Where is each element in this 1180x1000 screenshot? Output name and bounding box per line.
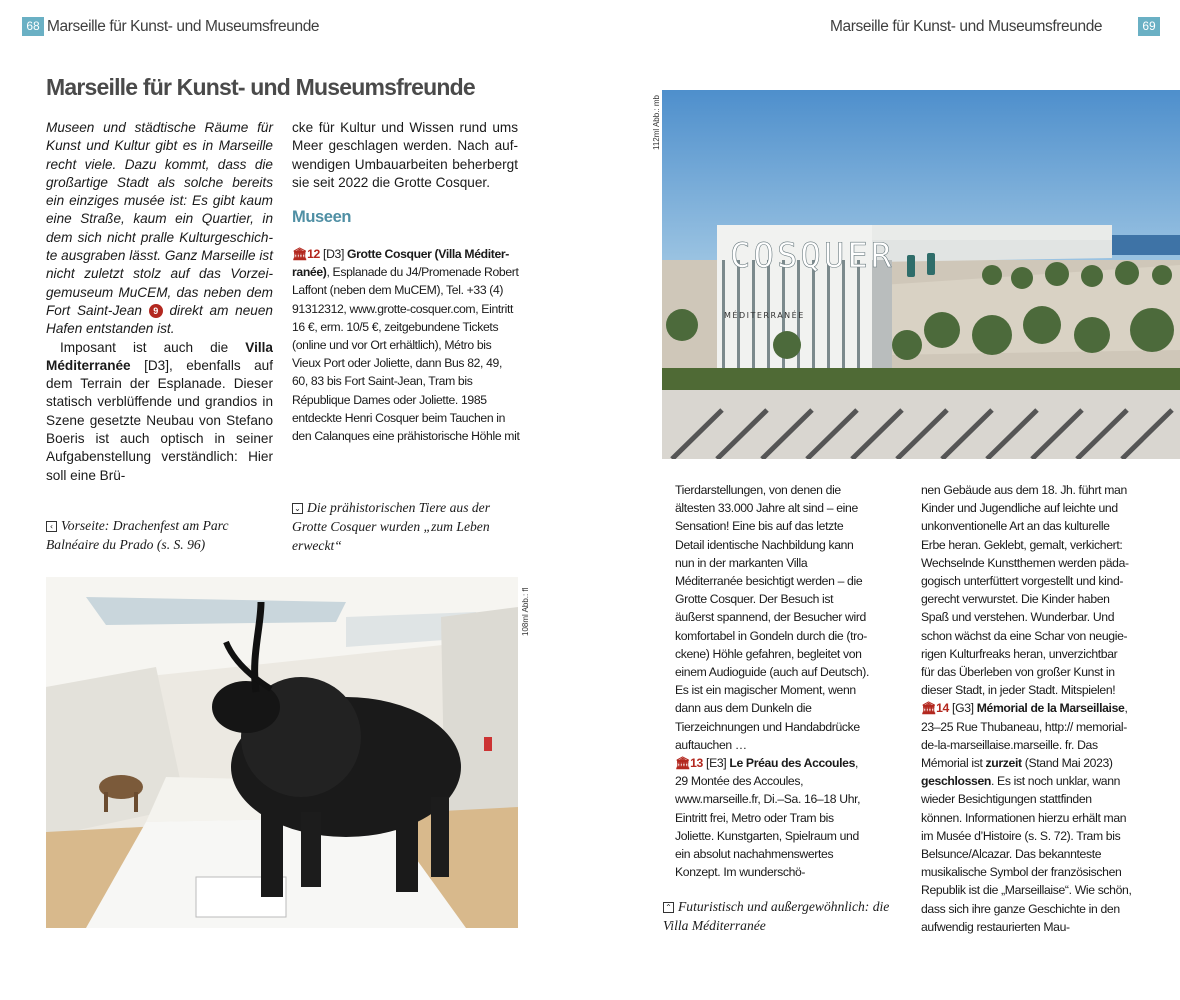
map-marker-icon: 9	[149, 304, 163, 318]
museum-icon: 🏛	[921, 701, 937, 716]
entry-12: 🏛12 [D3] Grotte Cosquer (Villa Méditerranée), Esplanade du J4/Promenade Robert Laffont (neben dem MuCEM), Tel. +33 (4) 91312312, www.grotte-cosquer.com, Eintritt 16 €, erm. 10/5 €, zeitgebundene Tickets (online und vor Ort erhältlich), Métro bis Vieux Port oder Joliette, dann Bus 82, 49, 60, 83 bis Fort Saint-Jean, Tram bis République Dames oder Joliette. 1985 entdeckte Henri Cosquer beim Tauchen in den Calanques eine prähistorische Höhle mit	[292, 247, 520, 444]
photo-credit-left: 108ml Abb.: fl	[521, 587, 530, 636]
right-column-1	[675, 481, 870, 881]
caption-villa: ⌃ Futuristisch und außergewöhnlich: die Villa Méditerranée	[663, 899, 890, 933]
intro-column-1	[46, 119, 273, 485]
running-head-right: Marseille für Kunst- und Museumsfreunde	[830, 18, 1103, 35]
arrow-down-icon: ⌄	[292, 503, 303, 514]
villa-paragraph: Imposant ist auch die Villa Méditerranée [D3], ebenfalls auf dem Terrain der Esplanade. Dieser statisch verblüffende und grandios in Szene gesetzte Neubau von Stefano Boeris ist auch optisch in seiner Aufgabenstellung verständlich: Hier soll eine Brü-	[46, 339, 273, 483]
sign-cosquer: COSQUER	[730, 236, 895, 276]
intro-column-2	[292, 119, 518, 192]
entry-14: 🏛14 [G3] Mémorial de la Marseillaise, 23–25 Rue Thubaneau, http:// memorial-de-la-marseillaise.marseille. fr. Das Mémorial ist zurzeit (Stand Mai 2023) geschlossen. Es ist noch unklar, wann wieder Besichtigungen stattfinden können. Informationen hierzu erhält man im Musée d’Histoire (s. S. 72). Tram bis Belsunce/Alcazar. Das bekannteste musikalische Symbol der französischen Republik ist die „Marseillaise“. Wie schön, dass sich ihre ganze Geschichte in den aufwendig restaurierten Mau-	[921, 701, 1132, 934]
running-head-left: Marseille für Kunst- und Museumsfreunde	[47, 18, 320, 35]
arrow-left-icon: ‹	[46, 521, 57, 532]
entry-13: 🏛13 [E3] Le Préau des Accoules, 29 Montée des Accoules, www.marseille.fr, Di.–Sa. 16–18 Uhr, Eintritt frei, Metro oder Tram bis Joliette. Kunstgarten, Spielraum und ein absolut nachahmenswertes Konzept. Im wunderschö-	[675, 756, 861, 880]
arrow-up-icon: ⌃	[663, 902, 674, 913]
column-2-text: cke für Kultur und Wissen rund ums Meer geschlagen werden. Nach aufwendigen Umbauarbeiten beherbergt sie seit 2022 die Grotte Cosquer.	[292, 120, 518, 190]
chapter-title: Marseille für Kunst- und Museumsfreunde	[46, 74, 475, 100]
photo-bison-exhibit	[46, 577, 518, 928]
photo-villa-mediterranee	[662, 90, 1180, 459]
page-number-right: 69	[1138, 17, 1160, 36]
entry-number: 12	[307, 247, 320, 261]
intro-paragraph: Museen und städtische Räume für Kunst und Kultur gibt es in Marseille recht viele. Dazu kommt, dass die großartige Stadt als solche bereits ein einziges musée ist: Es gibt kaum eine Straße, kaum ein Quartier, in dem sich nicht pralle Kulturgeschichte ausgraben lässt. Ganz Marseille ist nicht zuletzt stolz auf das Vorzeigemuseum MuCEM, das neben dem Fort Saint-Jean 9 direkt am neuen Hafen entstanden ist.	[46, 120, 273, 337]
caption-grotte: ⌄ Die prähistorischen Tiere aus der Grotte Cosquer wurden „zum Leben erweckt“	[292, 500, 491, 553]
museum-icon: 🏛	[675, 756, 691, 771]
museum-icon: 🏛	[292, 247, 308, 261]
right-column-2	[921, 481, 1133, 936]
grotte-description: Tierdarstellungen, von denen die ältesten 33.000 Jahre alt sind – eine Sensation! Eine bis auf das letzte Detail identische Nachbildung kann nun in der markanten Villa Méditerranée besichtigt werden – die Grotte Cosquer. Der Besuch ist äußerst spannend, der Besucher wird komfortabel in Gondeln durch die (trockene) Höhle gefahren, begleitet von einem Audioguide (auch auf Deutsch). Es ist ein magischer Moment, wenn dann aus dem Dunkeln die Tierzeichnungen und Handabdrücke auftauchen …	[675, 483, 870, 752]
section-heading: Museen	[292, 208, 352, 226]
photo-credit-right: 112ml Abb.: mb	[652, 95, 661, 150]
sign-mediterranee: MÉDITERRANÉE	[724, 311, 805, 320]
page-number-left: 68	[22, 17, 44, 36]
preau-description: nen Gebäude aus dem 18. Jh. führt man Kinder und Jugendliche auf leichte und unkonventionelle Art an das kulturelle Erbe heran. Geklebt, gemalt, verkichert: Wechselnde Kunstthemen werden pädagogisch unterfüttert vorgestellt und kindgerecht verwurstet. Die Kinder haben Spaß und verstehen. Wunderbar. Und schon wächst da eine Schar von neugierigen Kulturfreaks heran, unverzichtbar für das Überleben von großer Kunst in dieser Stadt, in jeder Stadt. Mitspielen!	[921, 483, 1130, 698]
caption-previous-page: ‹ Vorseite: Drachenfest am Parc Balnéaire du Prado (s. S. 96)	[46, 518, 229, 552]
